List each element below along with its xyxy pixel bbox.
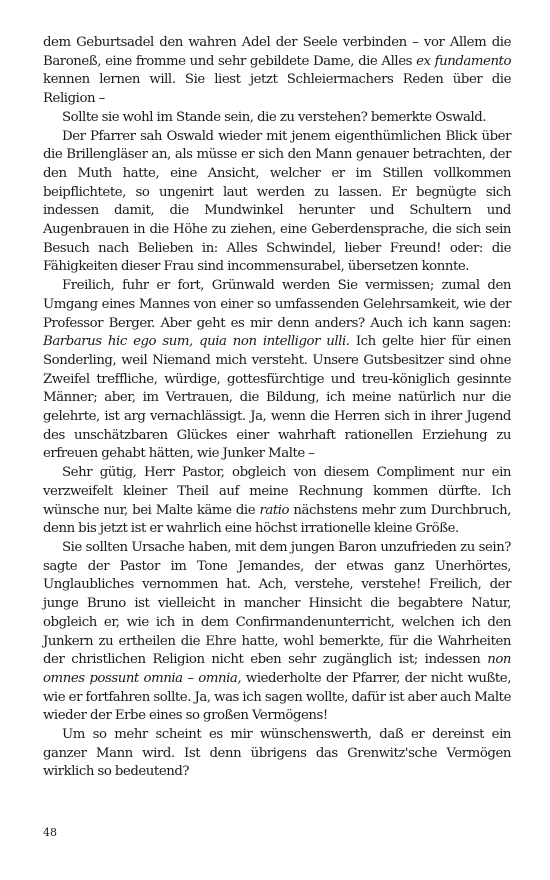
italic-text-run: Barbarus hic ego sum, quia non intelligor ulli.	[43, 334, 350, 350]
text-run: wiederholte der Pfarrer, der nicht wußte, wie er fortfahren sollte. Ja, was ich sagen wollte, dafür ist aber auch Malte wieder der Erbe eines so großen Vermögens!	[43, 670, 511, 724]
text-run: Sie sollten Ursache haben, mit dem jungen Baron unzufrieden zu sein? sagte der Pastor im Tone Jemandes, der etwas ganz Unerhörtes, Unglaubliches vernommen hat. Ach, verstehe, verstehe! Freilich, der junge Bruno ist vielleicht in mancher Hinsicht die begabtere Natur, obgleich er, wie ich in dem Confirmandenunterricht, welchen ich den Junkern zu ertheilen die Ehre hatte, wohl bemerkte, für die Wahrheiten der christlichen Religion nicht eben sehr zugänglich ist; indessen	[43, 539, 511, 668]
paragraph	[43, 277, 511, 464]
page-body	[43, 34, 511, 782]
paragraph	[43, 726, 511, 782]
text-run: Sehr gütig, Herr Pastor, obgleich von diesem Compliment nur ein verzweifelt kleiner Theil auf meine Rechnung kommen dürfte. Ich wünsche nur, bei Malte käme die	[43, 465, 511, 518]
italic-text-run: ratio	[259, 502, 290, 518]
text-run: Der Pfarrer sah Oswald wieder mit jenem eigenthümlichen Blick über die Brillengläser an, als müsse er sich den Mann genauer betrachten, der den Muth hatte, eine Ansicht, welcher er im Stillen vollkommen beipflichtete, so ungenirt laut werden zu lassen. Er begnügte sich indessen damit, die Mundwinkel herunter und Schultern und Augenbrauen in die Höhe zu ziehen, eine Geberdensprache, die sich sein Besuch nach Belieben in: Alles Schwindel, lieber Freund! oder: die Fähigkeiten dieser Frau sind incommensurabel, übersetzen konnte.	[43, 128, 511, 275]
text-run: kennen lernen will. Sie liest jetzt Schleiermachers Reden über die Religion –	[43, 72, 511, 107]
text-run: Um so mehr scheint es mir wünschenswerth, daß er dereinst ein ganzer Mann wird. Ist denn übrigens das Grenwitz'sche Vermögen wirklich so bedeutend?	[43, 727, 511, 780]
paragraph	[43, 109, 511, 128]
page-number: 48	[43, 826, 57, 839]
paragraph	[43, 539, 511, 726]
text-run: Freilich, fuhr er fort, Grünwald werden Sie vermissen; zumal den Umgang eines Mannes von einer so umfassenden Gelehrsamkeit, wie der Professor Berger. Aber geht es mir denn anders? Auch ich kann sagen:	[43, 278, 511, 331]
paragraph	[43, 128, 511, 278]
text-run: nächstens mehr zum Durchbruch, denn bis jetzt ist er wahrlich eine höchst irrationelle kleine Größe.	[43, 502, 511, 537]
text-run: dem Geburtsadel den wahren Adel der Seele verbinden – vor Allem die Baroneß, eine fromme und sehr gebildete Dame, die Alles	[43, 35, 511, 69]
italic-text-run: non omnes possunt omnia – omnia,	[43, 652, 511, 686]
text-run: Sollte sie wohl im Stande sein, die zu verstehen? bemerkte Oswald.	[62, 109, 487, 125]
italic-text-run: ex fundamento	[416, 53, 512, 69]
paragraph	[43, 464, 511, 539]
text-run: Ich gelte hier für einen Sonderling, weil Niemand mich versteht. Unsere Gutsbesitzer sind ohne Zweifel treffliche, würdige, gottesfürchtige und treu-königlich gesinnte Männer; aber, im Vertrauen, die Bildung, ich meine natürlich nur die gelehrte, ist arg vernachlässigt. Ja, wenn die Herren sich in ihrer Jugend des unschätzbaren Glückes einer wahrhaft rationellen Erziehung zu erfreuen gehabt hätten, wie Junker Malte –	[43, 334, 511, 462]
paragraph	[43, 34, 511, 109]
